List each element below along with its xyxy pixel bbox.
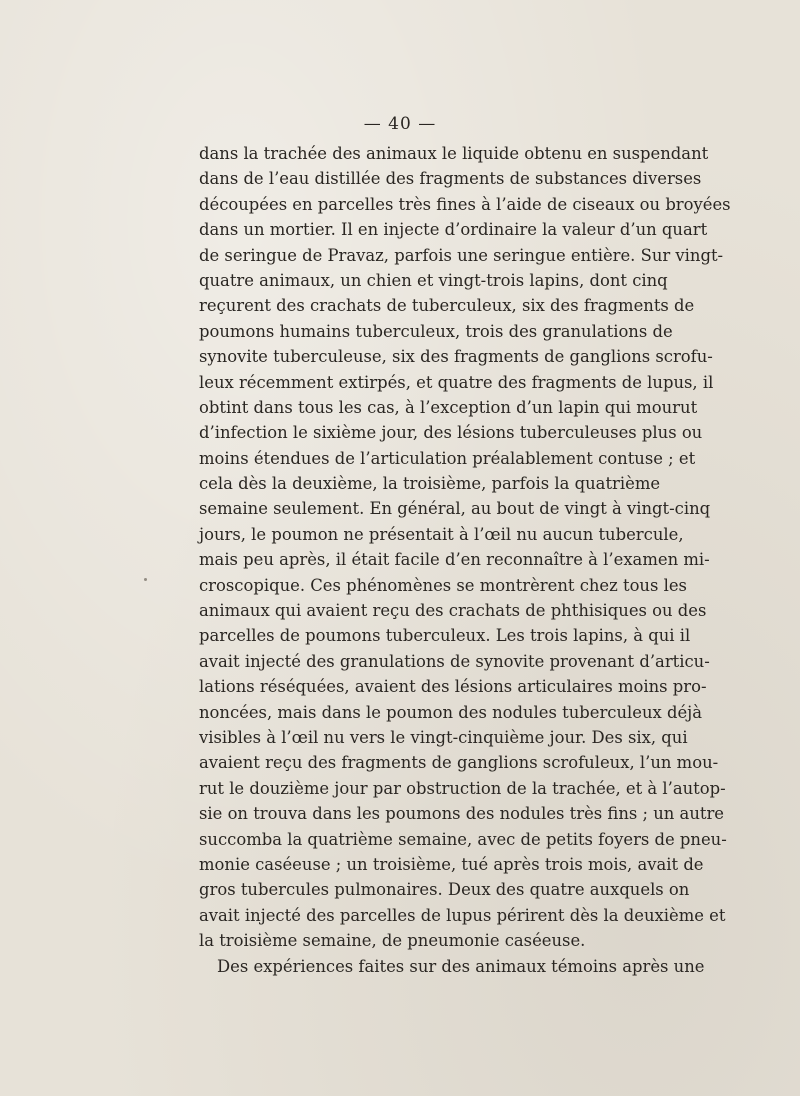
paragraph-end-line: la troisième semaine, de pneumonie caséeuse. [199,931,586,951]
text-line: mais peu après, il était facile d’en reconnaître à l’examen mi- [199,550,710,570]
text-line: reçurent des crachats de tuberculeux, six des fragments de [199,296,695,316]
text-line: quatre animaux, un chien et vingt-trois lapins, dont cinq [199,270,668,290]
text-line: dans de l’eau distillée des fragments de substances diverses [199,169,702,189]
paragraph-start-line: Des expériences faites sur des animaux témoins après une [217,956,705,976]
text-line: rut le douzième jour par obstruction de la trachée, et à l’autop- [199,778,726,798]
text-line: gros tubercules pulmonaires. Deux des quatre auxquels on [199,880,690,900]
text-line: avait injecté des granulations de synovite provenant d’articu- [199,651,710,671]
text-line: obtint dans tous les cas, à l’exception d’un lapin qui mourut [199,397,698,417]
text-line: animaux qui avaient reçu des crachats de phthisiques ou des [199,601,707,621]
text-line: croscopique. Ces phénomènes se montrèrent chez tous les [199,575,687,595]
text-line: dans un mortier. Il en injecte d’ordinaire la valeur d’un quart [199,220,708,240]
text-line: visibles à l’œil nu vers le vingt-cinquième jour. Des six, qui [199,727,688,747]
text-line: de seringue de Pravaz, parfois une seringue entière. Sur vingt- [199,245,724,265]
text-line: leux récemment extirpés, et quatre des fragments de lupus, il [199,372,714,392]
text-line: avait injecté des parcelles de lupus périrent dès la deuxième et [199,905,726,925]
text-line: moins étendues de l’articulation préalablement contuse ; et [199,448,696,468]
text-line: d’infection le sixième jour, des lésions tuberculeuses plus ou [199,423,703,443]
text-line: noncées, mais dans le poumon des nodules tuberculeux déjà [199,702,703,722]
text-line: parcelles de poumons tuberculeux. Les trois lapins, à qui il [199,626,691,646]
text-line: jours, le poumon ne présentait à l’œil nu aucun tubercule, [199,524,684,544]
text-line: lations réséquées, avaient des lésions articulaires moins pro- [199,677,707,697]
text-line: poumons humains tuberculeux, trois des granulations de [199,321,673,341]
text-line: succomba la quatrième semaine, avec de petits foyers de pneu- [199,829,727,849]
text-line: sie on trouva dans les poumons des nodules très fins ; un autre [199,804,725,824]
text-line: découpées en parcelles très fines à l’aide de ciseaux ou broyées [199,194,731,214]
text-line: semaine seulement. En général, au bout de vingt à vingt-cinq [199,499,711,519]
text-line: synovite tuberculeuse, six des fragments de ganglions scrofu- [199,347,713,367]
text-line: cela dès la deuxième, la troisième, parfois la quatrième [199,474,661,494]
margin-speck [144,578,147,581]
text-line: monie caséeuse ; un troisième, tué après trois mois, avait de [199,854,704,874]
text-line: avaient reçu des fragments de ganglions scrofuleux, l’un mou- [199,753,719,773]
page-number: — 40 — [363,114,437,134]
body-text [199,141,731,979]
text-line: dans la trachée des animaux le liquide obtenu en suspendant [199,144,709,163]
